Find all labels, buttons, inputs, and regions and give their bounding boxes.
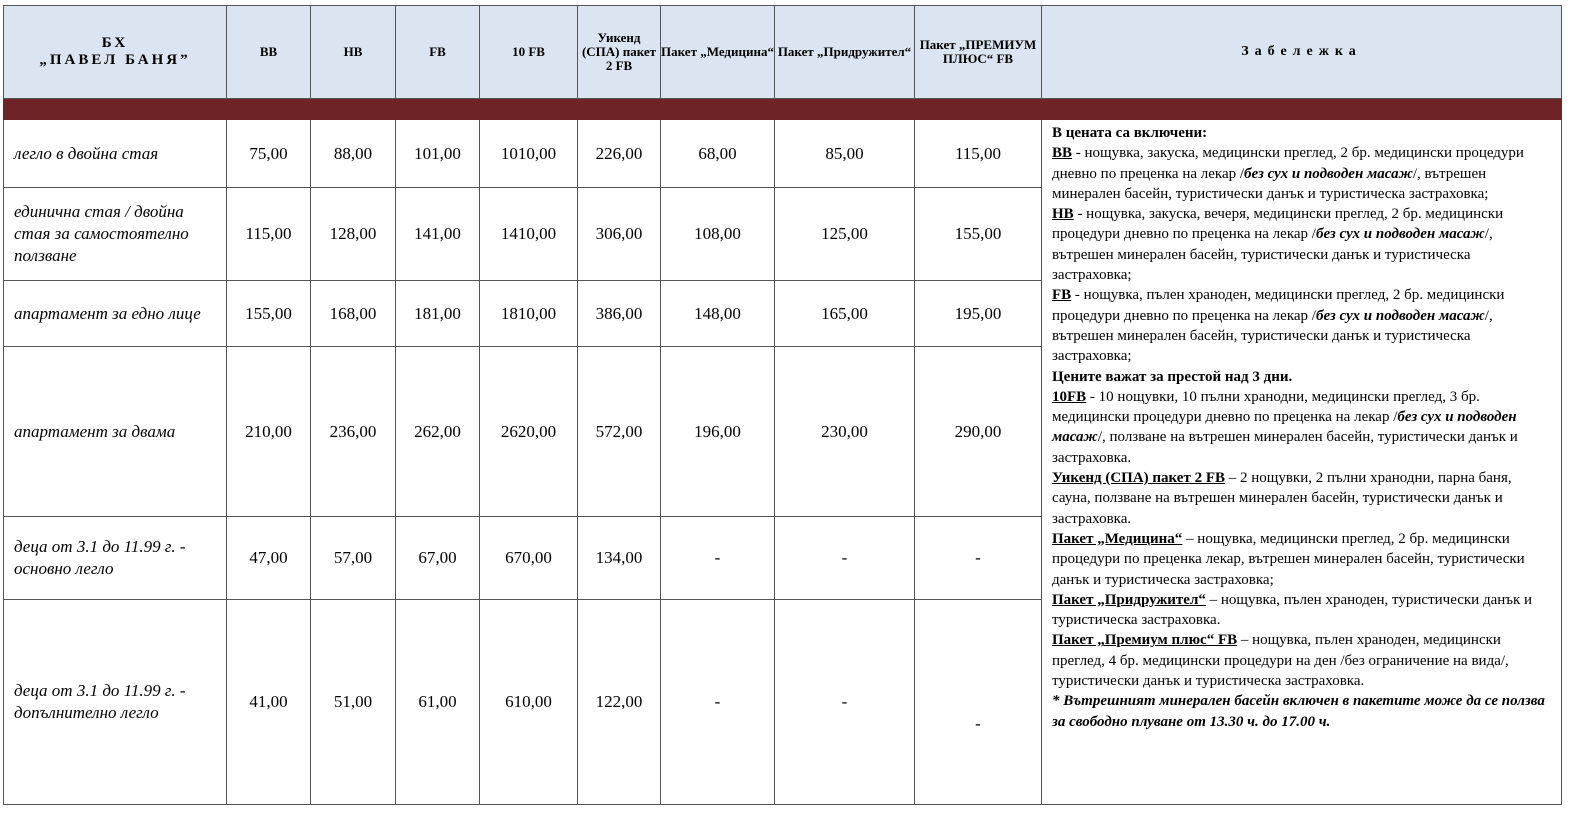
- note-hb-bold: без сух и подводен масаж: [1315, 226, 1485, 243]
- note-premium-label: Пакет „Премиум плюс“ FB: [1052, 632, 1238, 649]
- price-cell: 148,00: [661, 281, 775, 347]
- price-cell: 610,00: [480, 600, 578, 805]
- price-cell: 670,00: [480, 517, 578, 600]
- hotel-title-line1: БХ: [101, 35, 129, 51]
- price-cell: 230,00: [775, 347, 915, 517]
- row-label: деца от 3.1 до 11.99 г. - допълнително легло: [4, 600, 227, 805]
- note-bb-label: BB: [1052, 145, 1073, 162]
- price-cell: 51,00: [311, 600, 396, 805]
- col-header-weekend: Уикенд (СПА) пакет 2 FB: [578, 6, 661, 99]
- price-cell: -: [775, 517, 915, 600]
- note-fb-tail: /, вътрешен минерален басейн, туристически данък и туристическа застраховка;: [1052, 307, 1493, 365]
- note-companion-label: Пакет „Придружител“: [1052, 591, 1206, 608]
- price-cell: 572,00: [578, 347, 661, 517]
- note-10fb-bold: без сух и подводен масаж: [1052, 409, 1517, 446]
- row-label: деца от 3.1 до 11.99 г. - основно легло: [4, 517, 227, 600]
- notes-footnote: * Вътрешният минерален басейн включен в пакетите може да се ползва за свободно плуване от 13.30 ч. до 17.00 ч.: [1052, 693, 1545, 730]
- note-10fb-tail: /, ползване на вътрешен минерален басейн, туристически данък и застраховка.: [1052, 429, 1518, 466]
- note-medicine: [1052, 529, 1553, 590]
- price-cell: 125,00: [775, 188, 915, 281]
- note-premium-text: – нощувка, пълен храноден, медицински преглед, 4 бр. медицински процедури на ден /без ограничение на вида/, туристически данък и туристическа застраховка.: [1052, 632, 1509, 690]
- note-fb-bold: без сух и подводен масаж: [1315, 307, 1485, 324]
- price-cell: 101,00: [396, 120, 480, 188]
- price-cell: 236,00: [311, 347, 396, 517]
- price-cell: 61,00: [396, 600, 480, 805]
- price-cell: 165,00: [775, 281, 915, 347]
- note-companion: [1052, 590, 1553, 631]
- price-cell: 41,00: [227, 600, 311, 805]
- note-10fb-text: - 10 нощувки, 10 пълни хранодни, медицински преглед, 3 бр. медицински процедури дневно по преценка на лекар /: [1052, 388, 1480, 426]
- note-weekend: [1052, 468, 1553, 529]
- note-bb-text: - нощувка, закуска, медицински преглед, 2 бр. медицински процедури дневно по преценка на лекар /: [1052, 145, 1524, 182]
- price-cell: 290,00: [915, 347, 1042, 517]
- note-fb: [1052, 285, 1553, 366]
- price-table-wrapper: [3, 5, 1562, 805]
- price-cell: 226,00: [578, 120, 661, 188]
- hotel-title: [4, 6, 227, 99]
- note-weekend-text: – 2 нощувки, 2 пълни хранодни, парна баня, сауна, ползване на вътрешен минерален басейн, туристически данък и застраховка.: [1052, 470, 1512, 527]
- price-cell: 2620,00: [480, 347, 578, 517]
- separator-band-cell: [4, 99, 1562, 120]
- hotel-title-line2: „ПАВЕЛ БАНЯ”: [39, 52, 191, 68]
- col-header-medicine: Пакет „Медицина“: [661, 6, 775, 99]
- header-row: [4, 6, 1562, 99]
- col-header-bb: BB: [227, 6, 311, 99]
- col-header-companion: Пакет „Придружител“: [775, 6, 915, 99]
- note-bb-bold: без сух и подводен масаж: [1244, 165, 1413, 182]
- notes-intro: В цената са включени:: [1052, 125, 1208, 141]
- row-label: апартамент за двама: [4, 347, 227, 517]
- note-hb-tail: /, вътрешен минерален басейн, туристически данък и туристическа застраховка;: [1052, 226, 1493, 284]
- note-medicine-text: – нощувка, медицински преглед, 2 бр. медицински процедури по преценка лекар, вътрешен минерален басейн, туристически данък и туристическа застраховка;: [1052, 530, 1525, 588]
- separator-band: [4, 99, 1562, 120]
- note-fb-label: FB: [1052, 287, 1072, 304]
- price-cell: 75,00: [227, 120, 311, 188]
- price-cell: 1810,00: [480, 281, 578, 347]
- price-cell: -: [661, 600, 775, 805]
- note-10fb: [1052, 387, 1553, 468]
- row-label: апартамент за едно лице: [4, 281, 227, 347]
- price-cell: 1410,00: [480, 188, 578, 281]
- table-row: [4, 120, 1562, 188]
- price-cell: -: [661, 517, 775, 600]
- note-medicine-label: Пакет „Медицина“: [1052, 530, 1183, 547]
- price-cell: 181,00: [396, 281, 480, 347]
- row-label: легло в двойна стая: [4, 120, 227, 188]
- col-header-10fb: 10 FB: [480, 6, 578, 99]
- price-cell: 141,00: [396, 188, 480, 281]
- price-cell: 134,00: [578, 517, 661, 600]
- notes-cell: [1042, 120, 1562, 805]
- row-label: единична стая / двойна стая за самостоятелно ползване: [4, 188, 227, 281]
- price-cell: -: [775, 600, 915, 805]
- price-cell: 155,00: [227, 281, 311, 347]
- notes-validity: Цените важат за престой над 3 дни.: [1052, 368, 1293, 385]
- price-cell: 85,00: [775, 120, 915, 188]
- price-cell: 47,00: [227, 517, 311, 600]
- col-header-premium: Пакет „ПРЕМИУМ ПЛЮС“ FB: [915, 6, 1042, 99]
- price-cell: 108,00: [661, 188, 775, 281]
- note-companion-text: – нощувка, пълен храноден, туристически данък и туристическа застраховка.: [1052, 591, 1533, 629]
- price-cell: 1010,00: [480, 120, 578, 188]
- col-header-fb: FB: [396, 6, 480, 99]
- note-hb: [1052, 204, 1553, 285]
- price-table: [3, 5, 1562, 805]
- price-cell: 210,00: [227, 347, 311, 517]
- price-cell: 306,00: [578, 188, 661, 281]
- price-cell: 57,00: [311, 517, 396, 600]
- price-cell: 115,00: [227, 188, 311, 281]
- col-header-notes: Забележка: [1042, 6, 1562, 99]
- price-cell: -: [915, 600, 1042, 805]
- note-fb-text: - нощувка, пълен храноден, медицински преглед, 2 бр. медицински процедури дневно по преценка на лекар /: [1052, 287, 1505, 324]
- price-cell: 67,00: [396, 517, 480, 600]
- price-cell: 262,00: [396, 347, 480, 517]
- note-premium: [1052, 630, 1553, 691]
- note-bb-tail: /, вътрешен минерален басейн, туристически данък и туристическа застраховка;: [1052, 165, 1489, 202]
- price-cell: 386,00: [578, 281, 661, 347]
- note-bb: [1052, 143, 1553, 204]
- price-cell: 115,00: [915, 120, 1042, 188]
- price-cell: 122,00: [578, 600, 661, 805]
- price-cell: 128,00: [311, 188, 396, 281]
- col-header-hb: HB: [311, 6, 396, 99]
- price-cell: 155,00: [915, 188, 1042, 281]
- price-cell: -: [915, 517, 1042, 600]
- note-10fb-label: 10FB: [1052, 388, 1087, 405]
- price-cell: 168,00: [311, 281, 396, 347]
- price-cell: 88,00: [311, 120, 396, 188]
- price-cell: 195,00: [915, 281, 1042, 347]
- price-cell: 68,00: [661, 120, 775, 188]
- note-weekend-label: Уикенд (СПА) пакет 2 FB: [1052, 470, 1226, 487]
- note-hb-text: - нощувка, закуска, вечеря, медицински преглед, 2 бр. медицински процедури дневно по преценка на лекар /: [1052, 206, 1504, 243]
- note-hb-label: HB: [1052, 206, 1074, 223]
- price-cell: 196,00: [661, 347, 775, 517]
